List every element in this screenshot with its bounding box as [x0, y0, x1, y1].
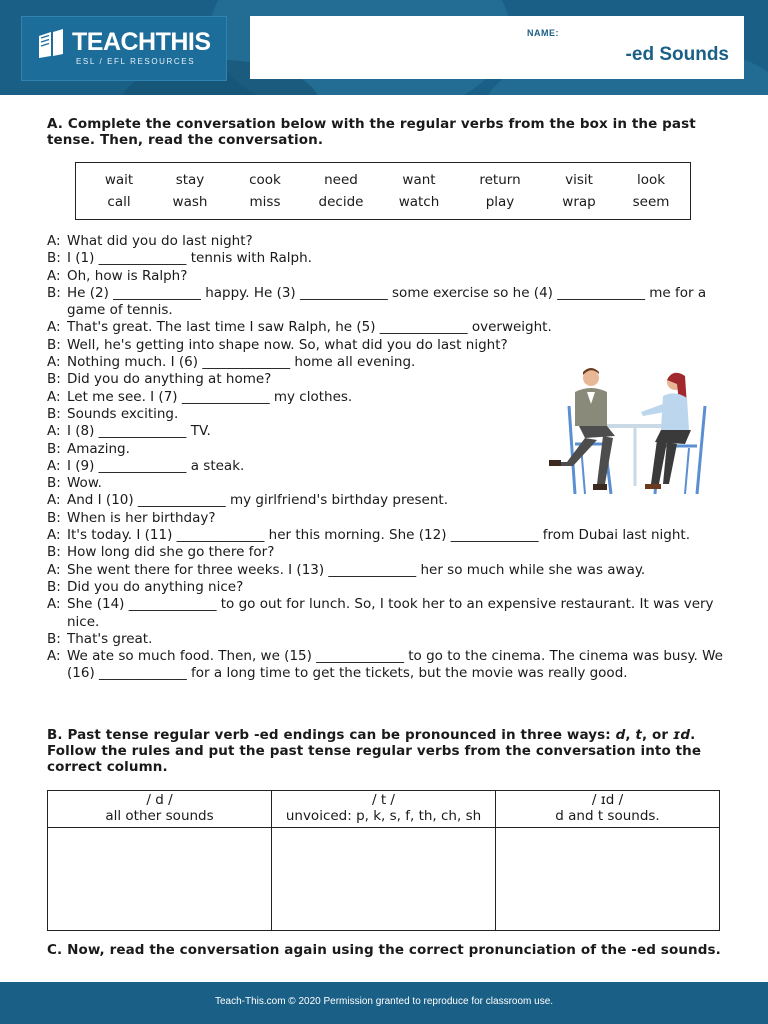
part-b-letter: B.: [47, 727, 63, 743]
column-header-d: [48, 791, 272, 828]
part-a-text: Complete the conversation below with the regular verbs from the box in the past tense. Then, read the conversation.: [47, 116, 696, 148]
verb-word: miss: [249, 194, 281, 210]
part-c-instruction: [47, 942, 727, 958]
speaker-label: A:: [47, 233, 61, 249]
dialogue-text: She (14) _____________ to go out for lunch. So, I took her to an expensive restaurant. It was very nice.: [67, 596, 714, 630]
dialogue-text: Amazing.: [67, 440, 130, 457]
dialogue-line: [47, 579, 727, 596]
dialogue-text: Nothing much. I (6) _____________ home all evening.: [67, 354, 416, 371]
verb-word: call: [107, 194, 131, 210]
answer-cell-id[interactable]: [496, 828, 720, 931]
column-symbol: / d /: [146, 792, 173, 808]
sound-table: [47, 790, 720, 931]
dialogue-text: I (9) _____________ a steak.: [67, 457, 245, 474]
part-b-instruction: [47, 727, 727, 775]
dialogue-text: I (8) _____________ TV.: [67, 423, 211, 440]
speaker-label: A:: [47, 388, 61, 405]
column-symbol: / ɪd /: [591, 792, 624, 808]
table-answer-row: [48, 828, 720, 931]
column-header-id: [496, 791, 720, 828]
speaker-label: B:: [47, 336, 61, 353]
speaker-label: A:: [47, 596, 61, 613]
worksheet-title: -ed Sounds: [625, 44, 729, 65]
dialogue-text: It's today. I (11) _____________ her this morning. She (12) _____________ from Dubai last night.: [67, 527, 691, 544]
dialogue-text: And I (10) _____________ my girlfriend's birthday present.: [67, 492, 448, 509]
dialogue-line: [47, 631, 727, 648]
speaker-label: A:: [47, 561, 61, 578]
verb-word: watch: [398, 194, 440, 210]
dialogue-text: Well, he's getting into shape now. So, what did you do last night?: [67, 336, 508, 353]
verb-word: stay: [175, 172, 205, 188]
dialogue-text: We ate so much food. Then, we (15) _____________ to go to the cinema. The cinema was busy. We (16) _____________ for a long time to get the tickets, but the movie was really good.: [67, 648, 723, 682]
sound-t: t: [635, 727, 642, 743]
page-header: [0, 0, 768, 95]
part-c-text: Now, read the conversation again using the correct pronunciation of the -ed sounds.: [67, 942, 721, 958]
verb-word: return: [479, 172, 521, 188]
dialogue-text: Wow.: [67, 475, 102, 492]
logo-text: TEACHTHIS: [72, 28, 211, 56]
dialogue-text: Did you do anything nice?: [67, 578, 244, 595]
dialogue-line: [47, 337, 727, 354]
dialogue-text: Sounds exciting.: [67, 405, 179, 422]
speaker-label: B:: [47, 371, 61, 388]
verb-word: want: [402, 172, 436, 188]
separator: ,: [625, 727, 636, 743]
speaker-label: B:: [47, 475, 61, 492]
dialogue-line: [47, 285, 727, 320]
dialogue-text: He (2) _____________ happy. He (3) _____________ some exercise so he (4) _____________ me for a game of tennis.: [67, 284, 707, 319]
dialogue-line: [47, 527, 727, 544]
page-footer: [0, 982, 768, 1024]
dialogue-text: That's great.: [67, 630, 153, 647]
logo-subtitle: ESL / EFL RESOURCES: [76, 57, 196, 66]
verb-word: wrap: [562, 194, 596, 210]
verb-word: cook: [249, 172, 281, 188]
dialogue-text: How long did she go there for?: [67, 544, 275, 561]
part-a-instruction: [47, 116, 727, 148]
dialogue-line: [47, 562, 727, 579]
part-a-letter: A.: [47, 116, 64, 132]
speaker-label: A:: [47, 648, 61, 665]
verb-word: decide: [318, 194, 364, 210]
speaker-label: A:: [47, 319, 61, 336]
column-rule: all other sounds: [105, 808, 214, 824]
name-label: NAME:: [527, 28, 559, 38]
book-icon: [36, 28, 66, 60]
name-box[interactable]: [250, 16, 744, 79]
speaker-label: B:: [47, 405, 61, 422]
dialogue-line: [47, 510, 727, 527]
sound-id: ɪd: [672, 727, 691, 743]
speaker-label: A:: [47, 354, 61, 371]
verb-word: need: [324, 172, 358, 188]
dialogue-text: Let me see. I (7) _____________ my clothes.: [67, 388, 353, 405]
dialogue-line: [47, 648, 727, 683]
verb-word: play: [485, 194, 515, 210]
dialogue-text: She went there for three weeks. I (13) _____________ her so much while she was away.: [67, 561, 646, 578]
dialogue-text: What did you do last night?: [67, 233, 253, 249]
column-symbol: / t /: [372, 792, 395, 808]
dialogue-line: [47, 233, 727, 250]
column-rule: d and t sounds.: [555, 808, 660, 824]
table-header-row: [48, 791, 720, 828]
speaker-label: B:: [47, 509, 61, 526]
speaker-label: B:: [47, 544, 61, 561]
dialogue-text: That's great. The last time I saw Ralph, he (5) _____________ overweight.: [67, 319, 552, 336]
part-b-text-start: Past tense regular verb -ed endings can be pronounced in three ways:: [67, 727, 616, 743]
speaker-label: A:: [47, 267, 61, 284]
dialogue-line: [47, 544, 727, 561]
dialogue-line: [47, 250, 727, 267]
speaker-label: B:: [47, 630, 61, 647]
column-rule: unvoiced: p, k, s, f, th, ch, sh: [285, 808, 482, 824]
part-c-letter: C.: [47, 942, 63, 958]
dialogue-text: Did you do anything at home?: [67, 371, 272, 388]
part-b-text-end: . Follow the rules and put the past tense regular verbs from the conversation into the correct column.: [47, 727, 702, 775]
column-header-t: [272, 791, 496, 828]
dialogue-text: When is her birthday?: [67, 509, 216, 526]
answer-cell-t[interactable]: [272, 828, 496, 931]
footer-text: Teach-This.com © 2020 Permission granted to reproduce for classroom use.: [214, 996, 554, 1007]
dialogue-text: Oh, how is Ralph?: [67, 267, 188, 284]
people-talking-illustration: [545, 366, 715, 496]
verb-word: look: [636, 172, 666, 188]
speaker-label: A:: [47, 457, 61, 474]
answer-cell-d[interactable]: [48, 828, 272, 931]
verb-word: wash: [172, 194, 208, 210]
dialogue-line: [47, 319, 727, 336]
speaker-label: B:: [47, 250, 61, 267]
verb-word: seem: [632, 194, 670, 210]
sound-d: d: [615, 727, 626, 743]
logo[interactable]: [21, 16, 227, 81]
dialogue-line: [47, 596, 727, 631]
speaker-label: A:: [47, 527, 61, 544]
verb-box: [75, 162, 691, 220]
speaker-label: B:: [47, 284, 61, 301]
speaker-label: B:: [47, 440, 61, 457]
dialogue-line: [47, 268, 727, 285]
speaker-label: A:: [47, 492, 61, 509]
verb-word: wait: [104, 172, 134, 188]
separator: , or: [641, 727, 673, 743]
dialogue-text: I (1) _____________ tennis with Ralph.: [67, 250, 312, 267]
speaker-label: B:: [47, 578, 61, 595]
verb-word: visit: [565, 172, 593, 188]
speaker-label: A:: [47, 423, 61, 440]
